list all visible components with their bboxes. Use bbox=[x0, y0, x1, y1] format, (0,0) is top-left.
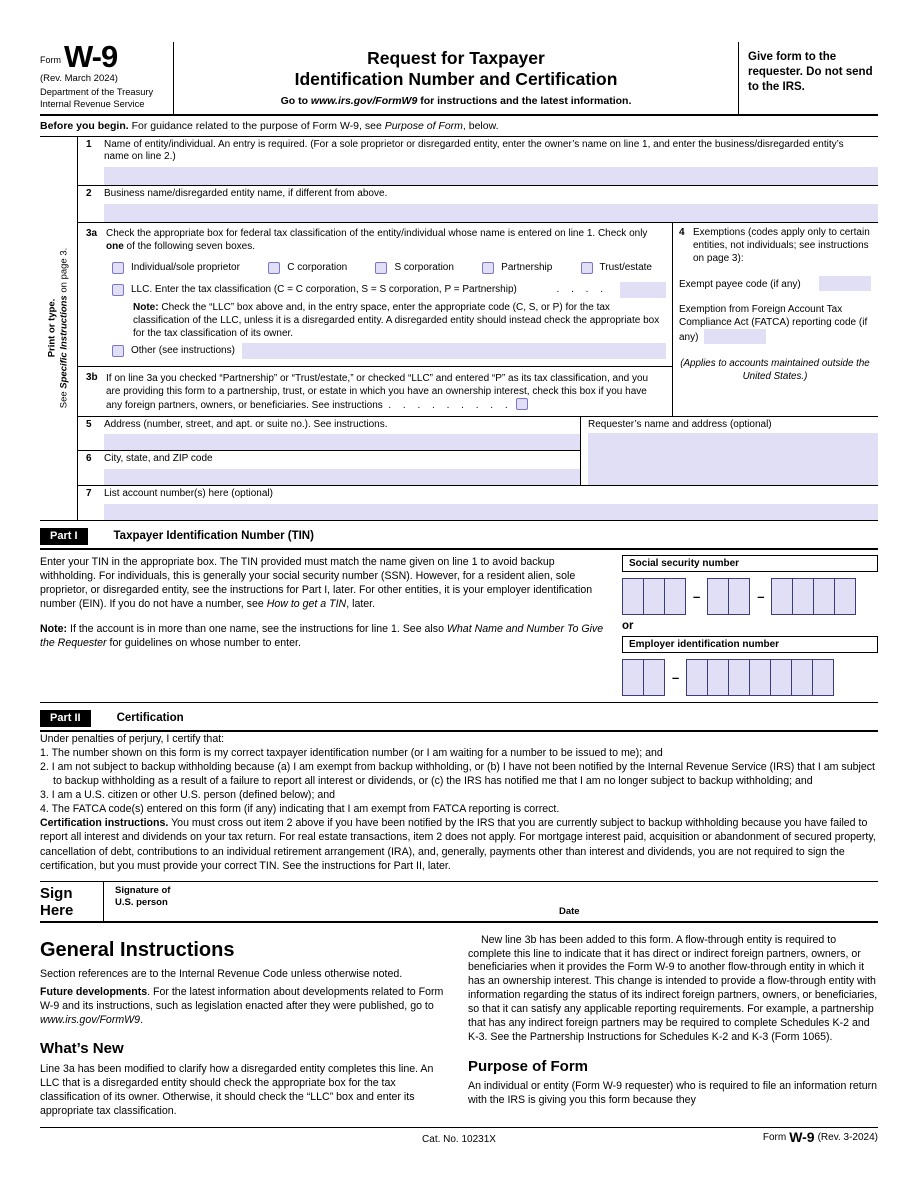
specific-instructions-label bbox=[59, 248, 71, 409]
sidebar-post: on page 3. bbox=[58, 247, 70, 296]
llc-note-text: Check the “LLC” box above and, in the entry space, enter the appropriate code (C, S, or P) for the tax classification of the LLC, unless it is a disregarded entity. A disregarded entity should instead check the appropriate box for the tax classification of its owner. bbox=[133, 301, 660, 339]
sidebar-em: Specific Instructions bbox=[58, 295, 70, 389]
foreign-partners-checkbox[interactable] bbox=[516, 398, 528, 410]
fatca-code-input[interactable] bbox=[704, 329, 766, 344]
line7-label: List account number(s) here (optional) bbox=[104, 488, 273, 500]
irs-url-link[interactable]: www.irs.gov/FormW9 bbox=[310, 95, 418, 108]
line6-subrow bbox=[78, 451, 580, 485]
print-or-type-sidebar bbox=[40, 137, 77, 520]
certification-item2: 2. I am not subject to backup withholding because (a) I am exempt from backup withholding, or (b) I have not been notified by the Internal Revenue Service (IRS) that I am subject to backup withholding as a result of a failure to report all interest or dividends, or (c) the IRS has notified me that I am no longer subject to backup withholding; and bbox=[40, 761, 875, 788]
account-numbers-input[interactable] bbox=[104, 504, 878, 520]
instructions-right-column bbox=[468, 930, 878, 1119]
line3a-number: 3a bbox=[86, 227, 98, 239]
line3b-new-paragraph: New line 3b has been added to this form. A flow-through entity is required to complete this line to indicate that it has direct or indirect foreign partners, owners, or beneficiaries when it provides the Form W-9 to another flow-through entity in which it has an ownership interest. This change is intended to provide a flow-through entity with information regarding the status of its indirect foreign partners, owners, or beneficiaries, so that it can satisfy any applicable reporting requirements. For example, a partnership that has any indirect foreign partners may be required to complete Schedules K-2 and K-3. See the Partnership Instructions for Schedules K-2 and K-3 (Form 1065). bbox=[468, 933, 878, 1043]
address-input[interactable] bbox=[104, 434, 580, 450]
certification-intro: Under penalties of perjury, I certify that: bbox=[40, 732, 225, 745]
ein-digit-cell[interactable] bbox=[770, 659, 792, 696]
s-corporation-label: S corporation bbox=[394, 262, 454, 274]
line3b-section bbox=[78, 366, 672, 416]
ein-digit-cell[interactable] bbox=[749, 659, 771, 696]
line2-label: Business name/disregarded entity name, if different from above. bbox=[104, 188, 388, 200]
part2-header bbox=[40, 707, 878, 732]
before-italic: Purpose of Form bbox=[384, 119, 463, 132]
purpose-of-form-paragraph: An individual or entity (Form W-9 requester) who is required to file an information return with the IRS is giving you this form because they bbox=[468, 1080, 878, 1107]
ssn-dash: – bbox=[693, 588, 701, 604]
line3a-t2: of the following seven boxes. bbox=[123, 240, 255, 252]
form-number: W-9 bbox=[64, 39, 118, 74]
line2-number: 2 bbox=[86, 188, 92, 200]
cert-instr-text: You must cross out item 2 above if you have been notified by the IRS that you are currently subject to backup withholding because you have failed to report all interest and dividends on your tax return. For real estate transactions, item 2 does not apply. For mortgage interest paid, acquisition or abandonment of secured property, cancellation of debt, contributions to an individual retirement arrangement (IRA), and, generally, payments other than interest and dividends, you are not required to sign the certification, but you must provide your correct TIN. See the instructions for Part II, later. bbox=[40, 817, 876, 872]
date-label: Date bbox=[559, 905, 580, 917]
other-checkbox[interactable] bbox=[112, 345, 124, 357]
future-dev-bold: Future developments bbox=[40, 985, 148, 998]
name-input[interactable] bbox=[104, 167, 878, 185]
goto-suffix: for instructions and the latest information. bbox=[417, 95, 632, 108]
line5-subrow bbox=[78, 417, 580, 452]
future-dev-text1: . For the latest information about developments related to Form W-9 and its instructions, such as legislation enacted after they were published, go to bbox=[40, 985, 444, 1012]
ssn-digit-cell[interactable] bbox=[643, 578, 665, 615]
exempt-payee-code-input[interactable] bbox=[819, 276, 871, 291]
llc-dot-leader: . . . . bbox=[556, 284, 603, 296]
llc-note bbox=[133, 301, 660, 340]
ssn-label: Social security number bbox=[622, 555, 878, 572]
future-dev-url-link[interactable]: www.irs.gov/FormW9 bbox=[40, 1013, 141, 1026]
revision-date: (Rev. March 2024) bbox=[40, 73, 118, 85]
before-text: For guidance related to the purpose of Form W-9, see bbox=[128, 119, 385, 132]
catalog-number: Cat. No. 10231X bbox=[422, 1133, 496, 1145]
trust-estate-label: Trust/estate bbox=[599, 262, 652, 274]
partnership-checkbox[interactable] bbox=[482, 262, 494, 274]
future-developments bbox=[40, 986, 450, 1028]
line3b-label bbox=[106, 372, 658, 412]
requester-input[interactable] bbox=[588, 433, 878, 486]
ein-digit-cell[interactable] bbox=[686, 659, 708, 696]
ein-digit-cell[interactable] bbox=[622, 659, 644, 696]
instructions-left-column bbox=[40, 930, 450, 1119]
ssn-digit-cell[interactable] bbox=[664, 578, 686, 615]
part1-header bbox=[40, 525, 878, 550]
ssn-digit-row bbox=[622, 578, 878, 615]
ssn-digit-cell[interactable] bbox=[728, 578, 750, 615]
tin-text1: Enter your TIN in the appropriate box. The TIN provided must match the name given on line 1 to avoid backup withholding. For individuals, this is generally your social security number (SSN). However, for a resident alien, sole proprietor, or disregarded entity, see the instructions for Part I, later. For other entities, it is your employer identification number (EIN). If you do not have a number, see bbox=[40, 555, 593, 611]
c-corporation-label: C corporation bbox=[287, 262, 348, 274]
requester-section bbox=[580, 417, 878, 486]
business-name-input[interactable] bbox=[104, 204, 878, 222]
sidebar-pre: See bbox=[58, 388, 70, 409]
or-label: or bbox=[622, 619, 634, 632]
individual-label: Individual/sole proprietor bbox=[131, 262, 240, 274]
ein-digit-row bbox=[622, 659, 878, 696]
section-references: Section references are to the Internal Revenue Code unless otherwise noted. bbox=[40, 967, 403, 980]
line3a-section bbox=[78, 223, 672, 362]
part2-badge: Part II bbox=[40, 710, 91, 727]
print-or-type-label: Print or type. bbox=[46, 298, 58, 358]
form-title-line1: Request for Taxpayer bbox=[367, 48, 545, 68]
ssn-dash: – bbox=[757, 588, 765, 604]
exempt-payee-label: Exempt payee code (if any) bbox=[679, 278, 801, 290]
classification-individual bbox=[112, 262, 240, 274]
ein-digit-cell[interactable] bbox=[812, 659, 834, 696]
ssn-digit-cell[interactable] bbox=[813, 578, 835, 615]
line4-number: 4 bbox=[679, 226, 685, 238]
signature-label-line2: U.S. person bbox=[115, 897, 168, 909]
ein-digit-cell[interactable] bbox=[643, 659, 665, 696]
purpose-of-form-title: Purpose of Form bbox=[468, 1057, 589, 1075]
tin-text2: , later. bbox=[346, 598, 376, 611]
ein-dash: – bbox=[672, 669, 680, 685]
tin-note-italic: What Name and Number To Give the Requester bbox=[40, 623, 604, 650]
line6-number: 6 bbox=[86, 453, 92, 465]
fatca-label: Exemption from Foreign Account Tax Compliance Act (FATCA) reporting code (if any) bbox=[679, 303, 868, 343]
line5-label: Address (number, street, and apt. or suite no.). See instructions. bbox=[104, 418, 388, 430]
line1-label: Name of entity/individual. An entry is required. (For a sole proprietor or disregarded entity, enter the owner’s name on line 1, and enter the business/disregarded entity’s name on line 2.) bbox=[104, 138, 844, 163]
line1-number: 1 bbox=[86, 138, 92, 150]
before-end: , below. bbox=[462, 119, 499, 132]
tin-boxes bbox=[622, 555, 878, 696]
tin-note-bold: Note: bbox=[40, 623, 68, 636]
goto-instructions bbox=[184, 95, 728, 107]
llc-note-bold: Note: bbox=[133, 301, 159, 313]
sign-word: Sign bbox=[40, 884, 73, 902]
llc-classification-input[interactable] bbox=[620, 282, 666, 298]
cert-instr-bold: Certification instructions. bbox=[40, 817, 169, 830]
certification-item4: 4. The FATCA code(s) entered on this form (if any) indicating that I am exempt from FATCA reporting is correct. bbox=[40, 803, 560, 816]
trust-estate-checkbox[interactable] bbox=[581, 262, 593, 274]
part2-title: Certification bbox=[116, 712, 184, 725]
classification-c-corp bbox=[268, 262, 347, 274]
date-input[interactable] bbox=[594, 888, 868, 915]
general-instructions bbox=[40, 930, 878, 1119]
exempt-payee-row bbox=[679, 276, 871, 291]
ein-label: Employer identification number bbox=[622, 636, 878, 653]
certification-item1: 1. The number shown on this form is my correct taxpayer identification number (or I am waiting for a number to be issued to me); and bbox=[40, 747, 663, 760]
here-word: Here bbox=[40, 901, 74, 919]
ein-digit-cell[interactable] bbox=[791, 659, 813, 696]
line6-label: City, state, and ZIP code bbox=[104, 453, 213, 465]
llc-label: LLC. Enter the tax classification (C = C corporation, S = S corporation, P = Partnership) bbox=[131, 284, 517, 296]
page-footer bbox=[40, 1127, 878, 1149]
signature-label-line1: Signature of bbox=[115, 884, 171, 896]
certification-item3: 3. I am a U.S. citizen or other U.S. person (defined below); and bbox=[40, 789, 336, 802]
whats-new-title: What’s New bbox=[40, 1040, 124, 1058]
tin-instructions bbox=[40, 555, 610, 611]
department-line1: Department of the Treasury bbox=[40, 87, 154, 98]
line3-row bbox=[78, 223, 878, 417]
part1-badge: Part I bbox=[40, 528, 88, 545]
footer-form-id bbox=[763, 1130, 878, 1144]
line5-6-row bbox=[78, 417, 878, 487]
line3b-text: If on line 3a you checked “Partnership” or “Trust/estate,” or checked “LLC” and entered “P” as its tax classification, and you are providing this form to a partnership, trust, or estate in which you have an ownership interest, check this box if you have any foreign partners, owners, or beneficiaries. See instructions bbox=[106, 372, 649, 411]
city-state-zip-input[interactable] bbox=[104, 469, 580, 485]
signature-input[interactable] bbox=[224, 888, 538, 915]
other-input[interactable] bbox=[242, 343, 666, 359]
requester-label: Requester’s name and address (optional) bbox=[588, 418, 772, 430]
classification-trust-estate bbox=[581, 262, 652, 274]
tin-note-text2: for guidelines on whose number to enter. bbox=[106, 637, 301, 650]
ssn-digit-cell[interactable] bbox=[622, 578, 644, 615]
line3b-number: 3b bbox=[86, 371, 98, 383]
footer-form-number: W-9 bbox=[789, 1128, 815, 1145]
footer-revision: (Rev. 3-2024) bbox=[817, 1131, 878, 1143]
form-identity bbox=[40, 39, 174, 114]
line7-number: 7 bbox=[86, 488, 92, 500]
classification-s-corp bbox=[375, 262, 453, 274]
line3b-dot-leader: . . . . . . . . . bbox=[388, 399, 508, 411]
ein-digit-cell[interactable] bbox=[707, 659, 729, 696]
partnership-label: Partnership bbox=[501, 262, 553, 274]
llc-checkbox[interactable] bbox=[112, 284, 124, 296]
line2-row bbox=[78, 186, 878, 223]
ssn-digit-cell[interactable] bbox=[834, 578, 856, 615]
classification-partnership bbox=[482, 262, 552, 274]
line3a-label bbox=[106, 228, 658, 254]
certification-instructions bbox=[40, 816, 878, 872]
part2-body bbox=[40, 732, 878, 873]
s-corporation-checkbox[interactable] bbox=[375, 262, 387, 274]
tin-note-text1: If the account is in more than one name, see the instructions for line 1. See also bbox=[67, 623, 447, 636]
sign-here-section bbox=[40, 881, 878, 923]
general-instructions-title: General Instructions bbox=[40, 938, 235, 961]
applies-note: (Applies to accounts maintained outside the United States.) bbox=[680, 357, 870, 382]
department-line2: Internal Revenue Service bbox=[40, 98, 145, 109]
whats-new-paragraph: Line 3a has been modified to clarify how a disregarded entity completes this line. An LLC that is a disregarded entity should check the appropriate box for the tax classification of its owner. Otherwise, it should check the “LLC” box and enter its appropriate tax classification. bbox=[40, 1063, 434, 1117]
tin-note bbox=[40, 622, 610, 650]
line5-number: 5 bbox=[86, 418, 92, 430]
line3a-t1: Check the appropriate box for federal tax classification of the entity/individual whose name is entered on line 1. Check only bbox=[106, 227, 648, 239]
part1-body bbox=[40, 550, 878, 703]
ein-digit-cell[interactable] bbox=[728, 659, 750, 696]
line4-section bbox=[672, 223, 878, 416]
ssn-digit-cell[interactable] bbox=[771, 578, 793, 615]
ssn-digit-cell[interactable] bbox=[707, 578, 729, 615]
line1-row bbox=[78, 137, 878, 187]
future-dev-text2: . bbox=[140, 1013, 144, 1026]
fatca-row bbox=[679, 303, 871, 344]
ssn-digit-cell[interactable] bbox=[792, 578, 814, 615]
form-title-block bbox=[174, 42, 738, 114]
before-you-begin bbox=[40, 116, 878, 137]
line4-label: Exemptions (codes apply only to certain entities, not individuals; see instructions on page 3): bbox=[693, 226, 870, 264]
goto-prefix: Go to bbox=[280, 95, 311, 108]
line3a-bold-one: one bbox=[106, 240, 124, 252]
part1-title: Taxpayer Identification Number (TIN) bbox=[113, 530, 314, 543]
form-header bbox=[40, 39, 878, 116]
tin-italic: How to get a TIN bbox=[266, 598, 347, 611]
form-title-line2: Identification Number and Certification bbox=[294, 68, 618, 89]
line7-row bbox=[78, 486, 878, 520]
form-word: Form bbox=[40, 55, 61, 66]
give-form-note: Give form to the requester. Do not send to the IRS. bbox=[738, 42, 878, 114]
before-bold: Before you begin. bbox=[40, 119, 129, 132]
form-fields-grid bbox=[40, 137, 878, 521]
c-corporation-checkbox[interactable] bbox=[268, 262, 280, 274]
footer-form-word: Form bbox=[762, 1131, 787, 1143]
sign-here-label bbox=[40, 882, 104, 921]
individual-checkbox[interactable] bbox=[112, 262, 124, 274]
other-label: Other (see instructions) bbox=[131, 345, 235, 357]
